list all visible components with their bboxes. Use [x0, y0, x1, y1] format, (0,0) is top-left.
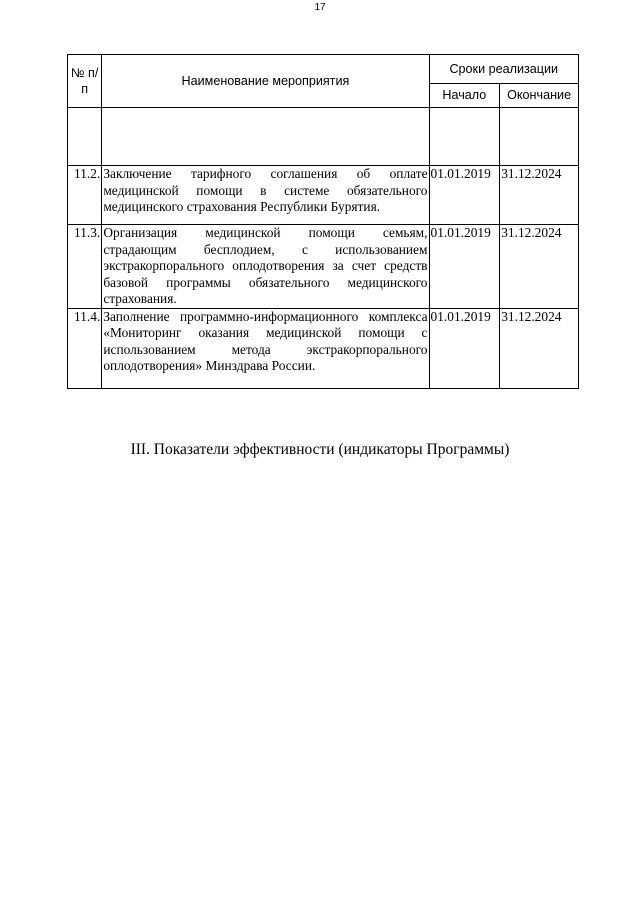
header-end: Окончание — [500, 84, 579, 108]
header-activity-name: Наименование мероприятия — [102, 55, 429, 108]
row-end-date: 31.12.2024 — [500, 308, 579, 388]
page-number: 17 — [314, 2, 326, 13]
table-cell — [500, 108, 579, 166]
table-row — [68, 166, 579, 225]
table-cell — [68, 108, 102, 166]
row-activity-name: Заполнение программно-информационного комплекса «Мониторинг оказания медицинской помощи с использованием метода экстракорпорального оплодотворения» Минздрава России. — [102, 308, 429, 388]
row-start-date: 01.01.2019 — [429, 166, 500, 225]
row-activity-name: Заключение тарифного соглашения об оплате медицинской помощи в системе обязательного медицинского страхования Республики Бурятия. — [102, 166, 429, 225]
row-start-date: 01.01.2019 — [429, 308, 500, 388]
table-row — [68, 225, 579, 309]
row-number: 11.2. — [68, 166, 102, 225]
activities-table — [67, 54, 579, 389]
row-end-date: 31.12.2024 — [500, 166, 579, 225]
row-start-date: 01.01.2019 — [429, 225, 500, 309]
header-period: Сроки реализации — [429, 55, 578, 84]
table-header-row — [68, 55, 579, 84]
table-row-empty — [68, 108, 579, 166]
row-activity-name: Организация медицинской помощи семьям, страдающим бесплодием, с использованием экстракорпорального оплодотворения за счет средств базовой программы обязательного медицинского страхования. — [103, 225, 428, 306]
table-row — [68, 308, 579, 388]
row-end-date: 31.12.2024 — [500, 225, 579, 309]
table-cell — [429, 108, 500, 166]
table-cell — [102, 108, 429, 166]
row-number: 11.3. — [68, 225, 102, 309]
section-heading: III. Показатели эффективности (индикаторы Программы) — [130, 441, 510, 458]
header-number: № п/п — [68, 55, 102, 108]
row-number: 11.4. — [68, 308, 102, 388]
header-start: Начало — [429, 84, 500, 108]
